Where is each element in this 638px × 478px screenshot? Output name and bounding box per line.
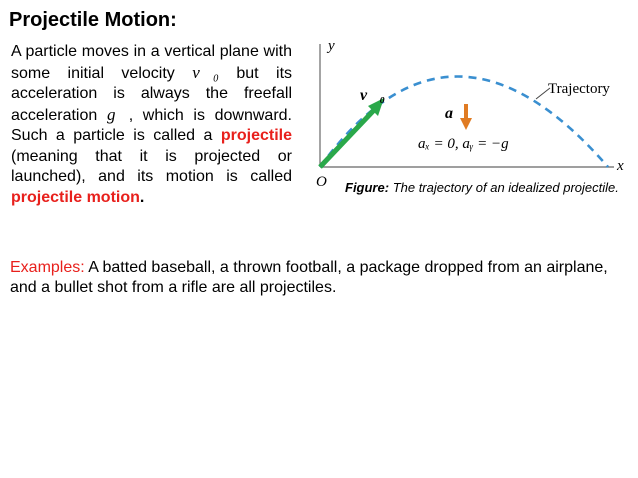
- v0-figure-label: v⃗₀: [360, 87, 386, 104]
- caption-label: Figure:: [345, 180, 390, 195]
- term-projectile: projectile: [220, 127, 292, 144]
- intro-text-1: A particle moves in a vertical plane with some initial velocity: [11, 43, 292, 82]
- a-figure-label: a⃗: [445, 105, 466, 122]
- y-axis-label: y: [328, 38, 335, 54]
- origin-label: O: [316, 174, 327, 190]
- intro-text-4: (meaning that it is projected or launched), and its motion is called: [11, 147, 292, 185]
- intro-text-5: .: [139, 188, 145, 206]
- intro-text-3: , which is downward. Such a particle is called a: [11, 106, 292, 144]
- x-axis-label: x: [617, 158, 624, 174]
- examples-label: Examples:: [10, 259, 85, 276]
- g-symbol: g⃗: [106, 104, 129, 124]
- v0-symbol: v⃗₀: [192, 62, 219, 82]
- caption-text: The trajectory of an idealized projectile.: [392, 180, 619, 195]
- examples-paragraph: [10, 258, 630, 298]
- trajectory-label: Trajectory: [548, 81, 610, 97]
- acceleration-equation: aₓ = 0, aᵧ = −g: [418, 136, 509, 152]
- examples-text: A batted baseball, a thrown football, a package dropped from an airplane, and a bullet shot from a rifle are all projectiles.: [10, 259, 608, 296]
- term-projectile-motion: projectile motion: [11, 188, 140, 206]
- page-title: Projectile Motion:: [9, 9, 177, 31]
- velocity-vector: [320, 108, 376, 167]
- intro-text-2: but its acceleration is always the freefall acceleration: [11, 64, 293, 124]
- figure-caption: [345, 179, 630, 196]
- intro-paragraph: [11, 42, 292, 208]
